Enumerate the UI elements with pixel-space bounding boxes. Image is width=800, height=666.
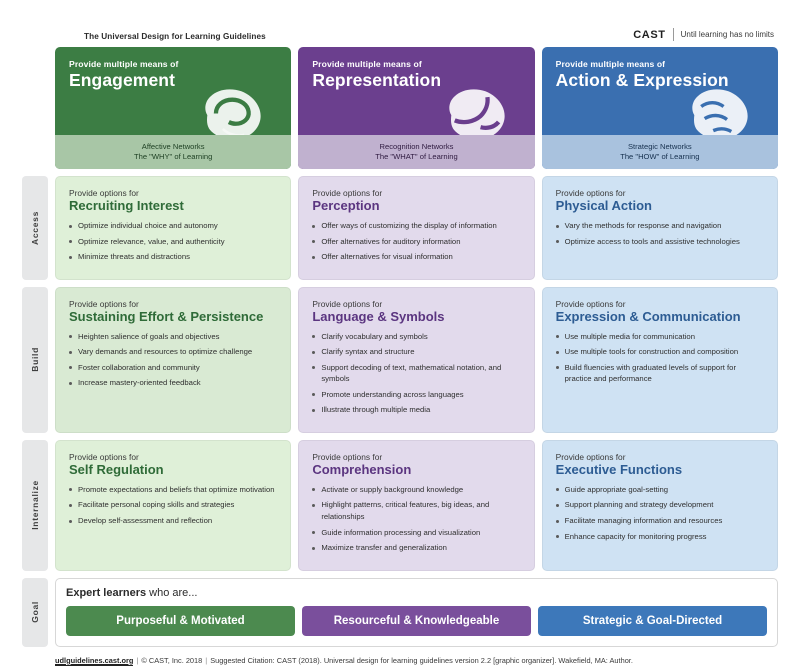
column-representation [298,47,534,169]
cell-access-action [542,176,778,280]
list-item: Develop self-assessment and reflection [69,515,277,527]
cell-build-representation [298,287,534,433]
column-engagement [55,47,291,169]
list-item: Maximize transfer and generalization [312,542,520,554]
guideline-card [55,176,291,280]
list-item: Illustrate through multiple media [312,404,520,416]
brand-divider [673,28,674,41]
checkpoint-list [312,331,520,416]
card-kicker: Provide options for [555,188,626,198]
goal-box [55,578,778,647]
checkpoint-list [556,331,764,385]
row-access [22,176,778,280]
card-kicker: Provide options for [69,188,139,198]
list-item: Facilitate managing information and resources [556,515,764,527]
cast-website-link[interactable]: udlguidelines.cast.org [55,655,134,665]
list-item: Optimize individual choice and autonomy [69,220,277,232]
list-item: Use multiple media for communication [556,331,764,343]
row-internalize [22,440,778,571]
list-item: Promote understanding across languages [312,389,520,401]
card-title: Self Regulation [69,461,164,477]
header-row [22,47,778,169]
list-item: Guide information processing and visualization [312,527,520,539]
card-kicker: Provide options for [69,451,139,462]
list-item: Vary demands and resources to optimize challenge [69,346,277,358]
cast-logo: CAST [633,28,666,41]
card-title: Perception [312,198,380,213]
goal-pill-strategic: Strategic & Goal-Directed [538,606,767,636]
row-label-build: Build [22,287,48,433]
list-item: Build fluencies with graduated levels of support for practice and performance [556,362,764,385]
guideline-card [55,287,291,433]
list-item: Activate or supply background knowledge [312,484,520,496]
header-kicker: Provide multiple means of [312,59,422,69]
guideline-card [298,440,534,571]
network-label: Strategic Networks [627,141,692,151]
row-label-access: Access [22,176,48,280]
card-kicker: Provide options for [555,298,626,309]
list-item: Facilitate personal coping skills and strategies [69,499,277,511]
card-title: Comprehension [312,461,412,477]
goal-pill-purposeful: Purposeful & Motivated [66,606,295,636]
brain-icon [197,77,283,143]
row-goal [22,578,778,647]
card-kicker: Provide options for [69,298,139,309]
citation-text: Suggested Citation: CAST (2018). Universal design for learning guidelines version 2.2 [graphic organizer]. Wakefield, MA: Author. [210,655,633,665]
footer [55,656,778,665]
header-title: Action & Expression [555,70,729,90]
card-title: Expression & Communication [555,308,741,324]
learning-label: The "WHY" of Learning [133,152,213,161]
goal-heading [66,587,767,599]
page-title: The Universal Design for Learning Guidelines [84,32,266,41]
brain-icon [441,77,527,143]
checkpoint-list [556,484,764,542]
guideline-card [542,440,778,571]
list-item: Guide appropriate goal-setting [556,484,764,496]
checkpoint-list [69,220,277,263]
checkpoint-list [312,220,520,263]
list-item: Highlight patterns, critical features, big ideas, and relationships [312,499,520,522]
guideline-card [542,287,778,433]
checkpoint-list [69,484,277,527]
column-action-expression [542,47,778,169]
list-item: Support decoding of text, mathematical notation, and symbols [312,362,520,385]
list-item: Minimize threats and distractions [69,251,277,263]
checkpoint-list [556,220,764,247]
list-item: Increase mastery-oriented feedback [69,377,277,389]
list-item: Clarify syntax and structure [312,346,520,358]
learning-label: The "HOW" of Learning [620,152,700,161]
header-card-engagement [55,47,291,169]
list-item: Offer alternatives for auditory information [312,236,520,248]
list-item: Optimize relevance, value, and authenticity [69,236,277,248]
header-title: Representation [312,70,442,90]
list-item: Vary the methods for response and navigation [556,220,764,232]
guideline-card [298,176,534,280]
card-kicker: Provide options for [312,298,383,309]
card-title: Recruiting Interest [69,198,184,213]
row-label-internalize: Internalize [22,440,48,571]
copyright-text: © CAST, Inc. 2018 [141,655,203,665]
card-title: Physical Action [555,198,652,213]
cell-access-engagement [55,176,291,280]
guidelines-grid [22,47,778,647]
list-item: Support planning and strategy development [556,499,764,511]
footer-separator: | [136,655,139,665]
card-kicker: Provide options for [555,451,626,462]
list-item: Clarify vocabulary and symbols [312,331,520,343]
network-label: Affective Networks [141,141,205,151]
guideline-card [542,176,778,280]
brain-icon [684,77,770,143]
header-card-action-expression [542,47,778,169]
header-card-representation [298,47,534,169]
cell-internalize-engagement [55,440,291,571]
cell-build-action [542,287,778,433]
checkpoint-list [312,484,520,554]
cell-internalize-action [542,440,778,571]
brand-tagline: Until learning has no limits [680,30,774,39]
network-label: Recognition Networks [379,141,454,151]
goal-heading-rest: who are... [146,586,198,599]
list-item: Offer ways of customizing the display of information [312,220,520,232]
header-kicker: Provide multiple means of [555,59,666,69]
list-item: Enhance capacity for monitoring progress [556,531,764,543]
cell-internalize-representation [298,440,534,571]
goal-pill-resourceful: Resourceful & Knowledgeable [302,606,531,636]
list-item: Heighten salience of goals and objectives [69,331,277,343]
list-item: Use multiple tools for construction and composition [556,346,764,358]
brand [633,28,774,41]
row-label-spacer [22,47,48,169]
cell-access-representation [298,176,534,280]
guideline-card [55,440,291,571]
footer-separator: | [205,655,208,665]
guideline-card [298,287,534,433]
list-item: Optimize access to tools and assistive technologies [556,236,764,248]
card-title: Sustaining Effort & Persistence [69,308,264,324]
list-item: Offer alternatives for visual information [312,251,520,263]
learning-label: The "WHAT" of Learning [375,152,458,161]
goal-heading-bold: Expert learners [66,586,147,599]
poster-header [22,28,778,47]
card-kicker: Provide options for [312,188,383,198]
card-kicker: Provide options for [312,451,383,462]
row-label-goal: Goal [22,578,48,647]
row-build [22,287,778,433]
checkpoint-list [69,331,277,389]
header-title: Engagement [69,70,176,90]
card-title: Executive Functions [555,461,683,477]
card-title: Language & Symbols [312,308,445,324]
list-item: Promote expectations and beliefs that optimize motivation [69,484,277,496]
header-kicker: Provide multiple means of [69,59,179,69]
cell-build-engagement [55,287,291,433]
list-item: Foster collaboration and community [69,362,277,374]
